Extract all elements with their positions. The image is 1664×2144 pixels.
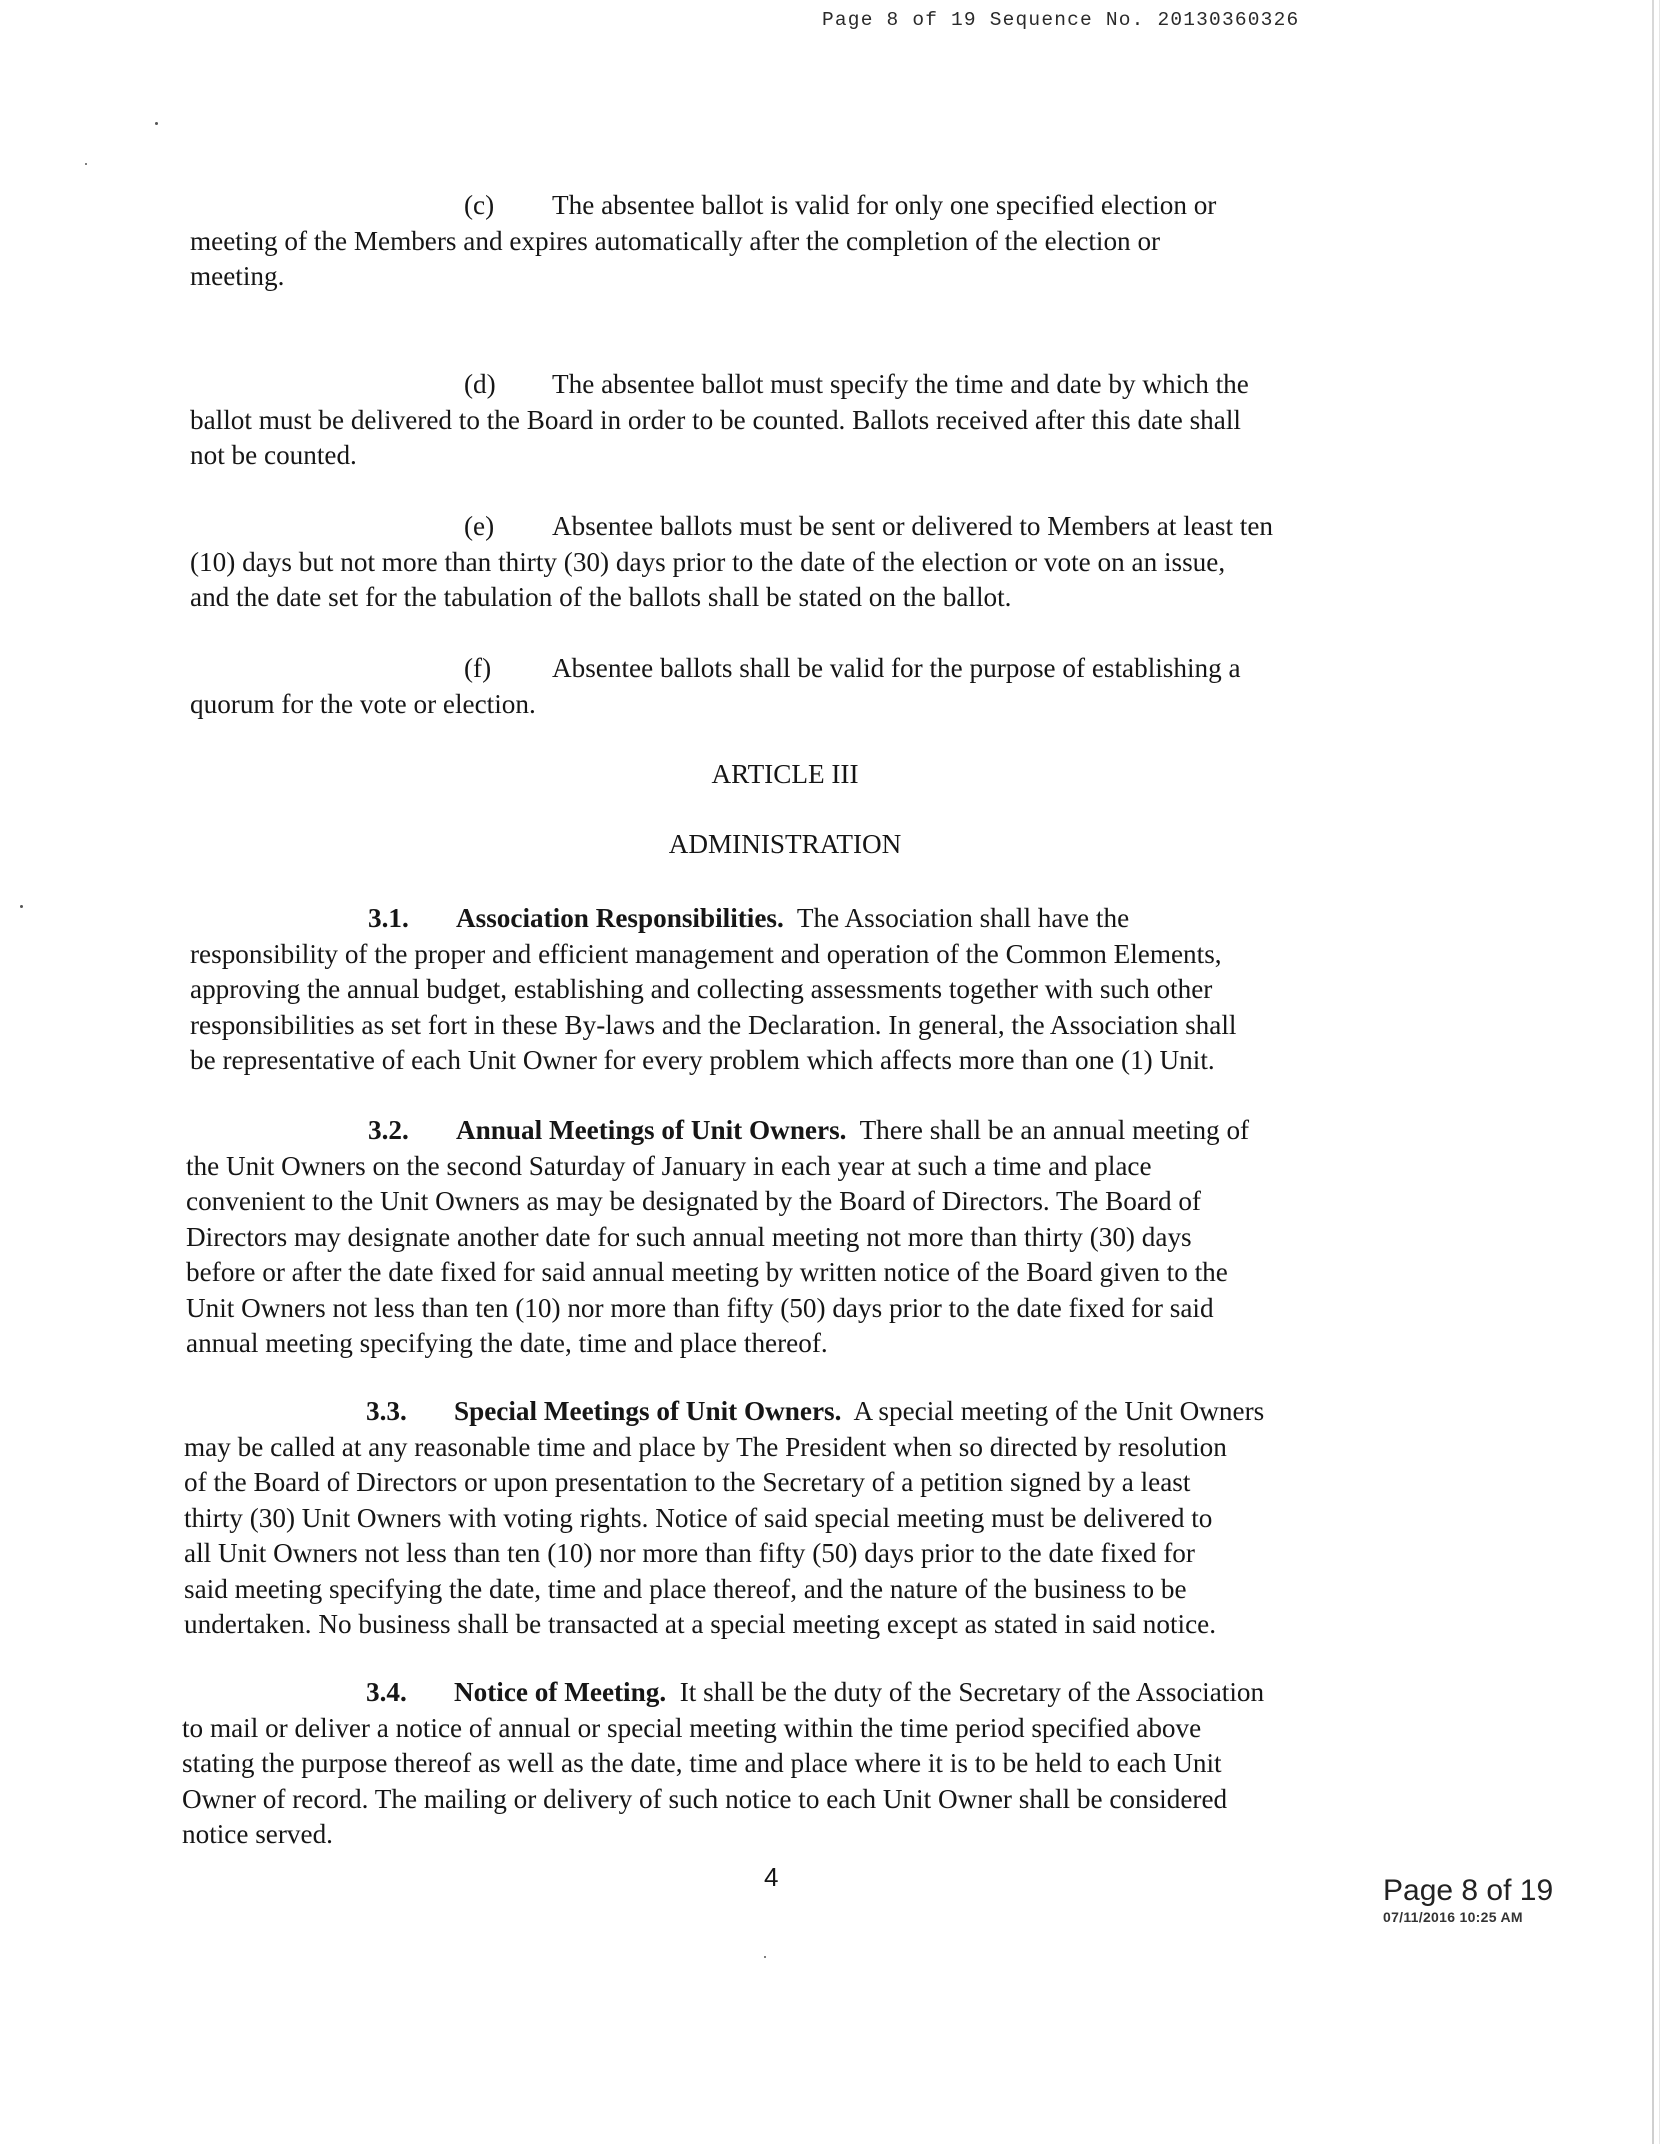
subparagraph-text: The absentee ballot must specify the time and date by which the: [552, 369, 1249, 399]
section-text: There shall be an annual meeting of: [859, 1115, 1250, 1145]
section-3-4: [182, 1675, 1392, 1853]
subparagraph-e: [190, 509, 1400, 616]
section-title: Notice of Meeting.: [454, 1677, 667, 1707]
page-number: 4: [764, 1862, 779, 1892]
section-text: responsibility of the proper and efficient management and operation of the Common Elements,: [190, 938, 1222, 969]
fax-header: Page 8 of 19 Sequence No. 20130360326: [822, 9, 1300, 31]
subparagraph-text: quorum for the vote or election.: [190, 688, 536, 719]
subparagraph-c: [190, 188, 1400, 295]
section-text: approving the annual budget, establishing and collecting assessments together with such other: [190, 974, 1213, 1004]
section-text: Unit Owners not less than ten (10) nor more than fifty (50) days prior to the date fixed for said: [186, 1292, 1214, 1323]
scan-speck: [20, 905, 23, 908]
section-first-line: [190, 901, 1400, 937]
section-number: 3.3.: [366, 1396, 407, 1426]
section-text: of the Board of Directors or upon presentation to the Secretary of a petition signed by a least: [184, 1467, 1191, 1497]
section-number: 3.1.: [368, 903, 409, 933]
section-3-3: [184, 1394, 1394, 1643]
subparagraph-label: (c): [464, 190, 495, 220]
subparagraph-text: meeting of the Members and expires automatically after the completion of the election or: [190, 225, 1161, 256]
section-title: Annual Meetings of Unit Owners.: [456, 1115, 847, 1145]
subparagraph-first-line: [190, 188, 1400, 224]
subparagraph-f: [190, 651, 1400, 722]
section-text: be representative of each Unit Owner for every problem which affects more than one (1) Unit.: [190, 1045, 1215, 1075]
section-3-2: [186, 1113, 1396, 1362]
section-text: It shall be the duty of the Secretary of the Association: [679, 1677, 1265, 1707]
section-title: Association Responsibilities.: [456, 903, 784, 933]
filing-stamp: [1383, 1874, 1553, 1925]
scan-edge-inner: [1659, 0, 1660, 2144]
section-number: 3.2.: [368, 1115, 409, 1145]
section-first-line: [184, 1394, 1394, 1430]
scan-speck: [764, 1956, 766, 1958]
scan-speck: [85, 163, 87, 165]
article-title: ADMINISTRATION: [668, 829, 902, 859]
section-text: to mail or deliver a notice of annual or special meeting within the time period specified above: [182, 1712, 1202, 1743]
stamp-page-count: Page 8 of 19: [1383, 1874, 1554, 1907]
section-text: may be called at any reasonable time and place by The President when so directed by resolution: [184, 1431, 1227, 1462]
subparagraph-text: (10) days but not more than thirty (30) days prior to the date of the election or vote on an issue,: [190, 546, 1226, 577]
subparagraph-d: [190, 367, 1400, 474]
section-number: 3.4.: [366, 1677, 407, 1707]
subparagraph-first-line: [190, 509, 1400, 545]
subparagraph-text: meeting.: [190, 261, 285, 291]
section-text: annual meeting specifying the date, time and place thereof.: [186, 1328, 828, 1358]
section-text: A special meeting of the Unit Owners: [853, 1396, 1265, 1426]
subparagraph-text: ballot must be delivered to the Board in order to be counted. Ballots received after this date shall: [190, 404, 1241, 435]
section-text: The Association shall have the: [796, 903, 1130, 933]
section-first-line: [186, 1113, 1396, 1149]
stamp-timestamp: 07/11/2016 10:25 AM: [1383, 1909, 1523, 1925]
subparagraph-text: not be counted.: [190, 440, 357, 470]
section-text: convenient to the Unit Owners as may be designated by the Board of Directors. The Board of: [186, 1186, 1201, 1216]
section-text: Owner of record. The mailing or delivery of such notice to each Unit Owner shall be considered: [182, 1783, 1228, 1814]
section-text: thirty (30) Unit Owners with voting rights. Notice of said special meeting must be delivered to: [184, 1502, 1213, 1533]
section-text: said meeting specifying the date, time and place thereof, and the nature of the business to be: [184, 1573, 1187, 1604]
section-first-line: [182, 1675, 1392, 1711]
section-text: responsibilities as set fort in these By-laws and the Declaration. In general, the Association shall: [190, 1009, 1237, 1040]
subparagraph-first-line: [190, 367, 1400, 403]
article-number: ARTICLE III: [711, 759, 859, 789]
section-text: notice served.: [182, 1819, 333, 1849]
subparagraph-first-line: [190, 651, 1400, 687]
subparagraph-label: (e): [464, 511, 495, 541]
subparagraph-label: (d): [464, 369, 496, 399]
section-text: all Unit Owners not less than ten (10) nor more than fifty (50) days prior to the date fixed for: [184, 1538, 1195, 1568]
section-title: Special Meetings of Unit Owners.: [454, 1396, 842, 1426]
section-text: the Unit Owners on the second Saturday of January in each year at such a time and place: [186, 1150, 1152, 1181]
subparagraph-text: The absentee ballot is valid for only one specified election or: [552, 190, 1217, 220]
section-text: stating the purpose thereof as well as the date, time and place where it is to be held to each Unit: [182, 1748, 1222, 1778]
subparagraph-label: (f): [464, 653, 492, 683]
scan-edge: [1652, 0, 1654, 2144]
subparagraph-text: and the date set for the tabulation of the ballots shall be stated on the ballot.: [190, 582, 1012, 612]
subparagraph-text: Absentee ballots must be sent or delivered to Members at least ten: [552, 511, 1274, 541]
scan-speck: [155, 122, 158, 125]
section-text: Directors may designate another date for such annual meeting not more than thirty (30) days: [186, 1221, 1192, 1252]
section-text: before or after the date fixed for said annual meeting by written notice of the Board given to the: [186, 1257, 1228, 1287]
section-3-1: [190, 901, 1400, 1079]
subparagraph-text: Absentee ballots shall be valid for the purpose of establishing a: [552, 653, 1241, 683]
section-text: undertaken. No business shall be transacted at a special meeting except as stated in said notice.: [184, 1609, 1217, 1639]
